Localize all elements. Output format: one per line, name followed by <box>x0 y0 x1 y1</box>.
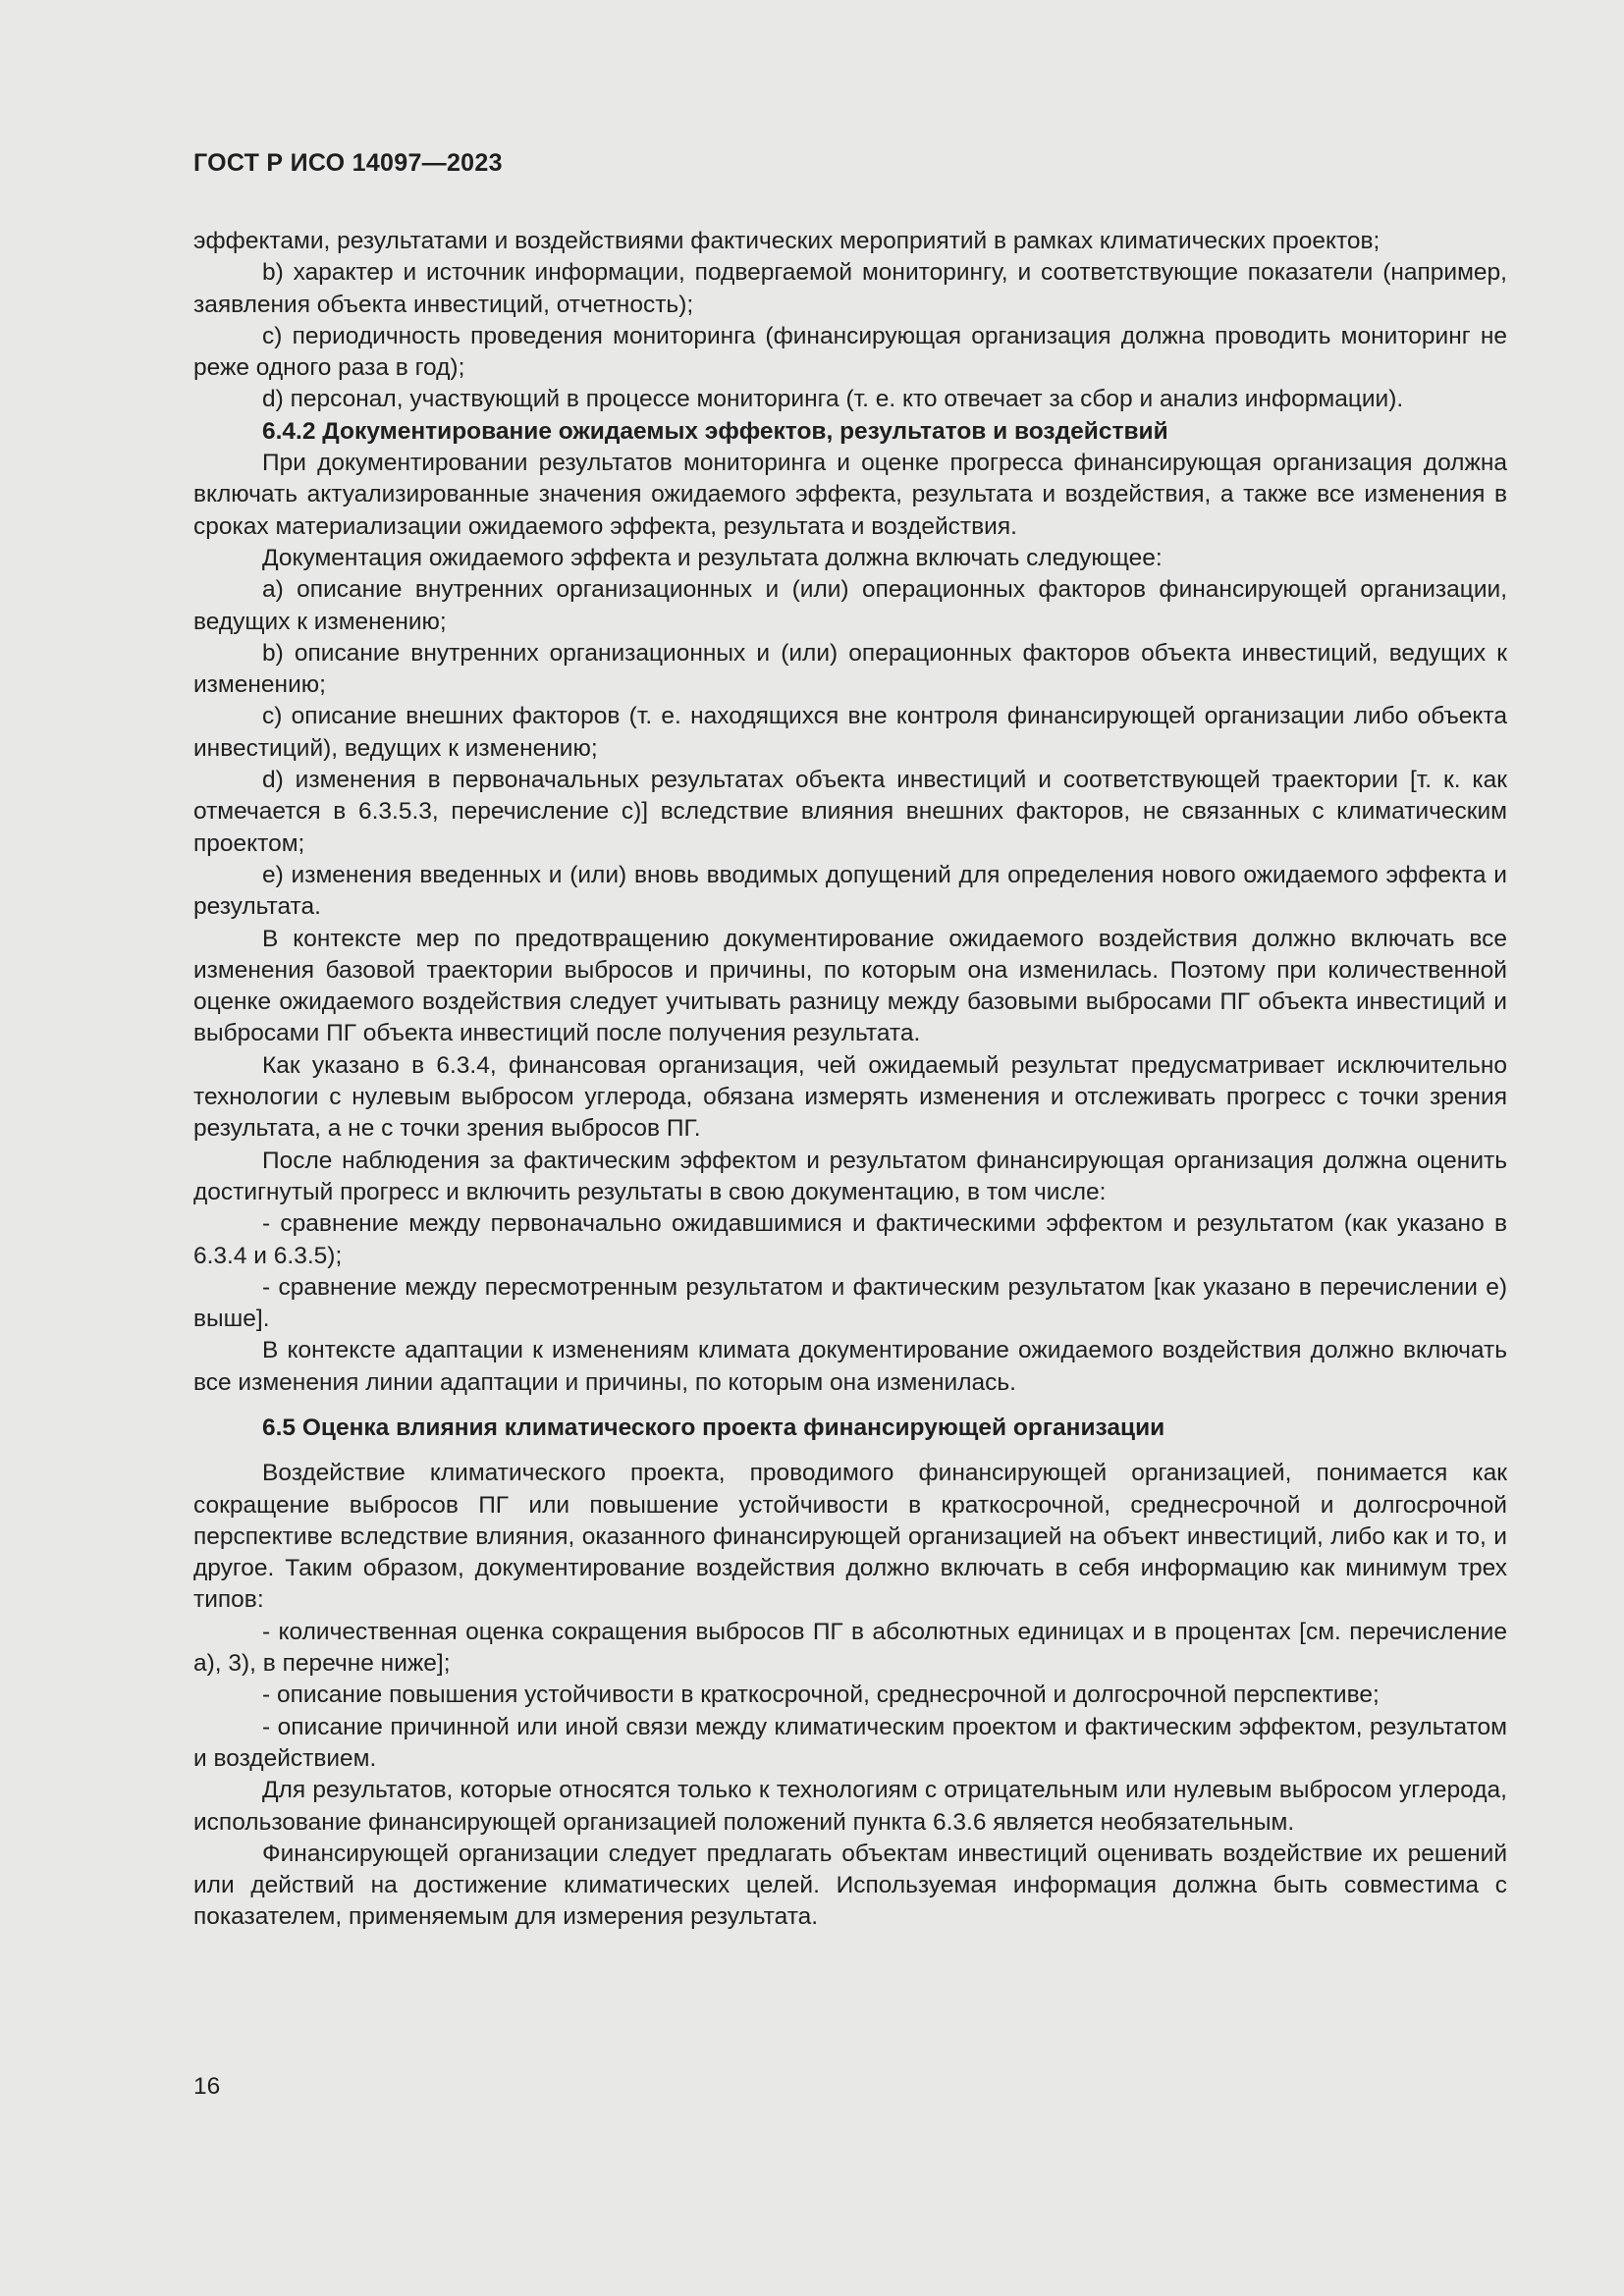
paragraph: В контексте адаптации к изменениям климата документирование ожидаемого воздействия должно включать все изменения линии адаптации и причины, по которым она изменилась. <box>193 1337 1507 1396</box>
subsection-heading-6-4-2: 6.4.2 Документирование ожидаемых эффектов, результатов и воздействий <box>262 417 1168 445</box>
document-body <box>193 226 1507 1934</box>
dash-item: - описание повышения устойчивости в краткосрочной, среднесрочной и долгосрочной перспективе; <box>262 1682 1380 1709</box>
paragraph: Финансирующей организации следует предлагать объектам инвестиций оценивать воздействие их решений или действий на достижение климатических целей. Используемая информация должна быть совместима с показателем, применяемым для измерения результата. <box>193 1840 1507 1931</box>
document-header-title: ГОСТ Р ИСО 14097—2023 <box>193 149 503 177</box>
paragraph: Как указано в 6.3.4, финансовая организация, чей ожидаемый результат предусматривает исключительно технологии с нулевым выбросом углерода, обязана измерять изменения и отслеживать прогресс с точки зрения результата, а не с точки зрения выбросов ПГ. <box>193 1051 1507 1143</box>
list-item-e: e) изменения введенных и (или) вновь вводимых допущений для определения нового ожидаемого эффекта и результата. <box>193 861 1507 921</box>
paragraph: При документировании результатов мониторинга и оценке прогресса финансирующая организация должна включать актуализированные значения ожидаемого эффекта, результата и воздействия, а также все изменения в сроках материализации ожидаемого эффекта, результата и воздействия. <box>193 450 1507 540</box>
paragraph: В контексте мер по предотвращению документирование ожидаемого воздействия должно включать все изменения базовой траектории выбросов и причины, по которым она изменилась. Поэтому при количественной оценке ожидаемого воздействия следует учитывать разницу между базовыми выбросами ПГ объекта инвестиций и выбросами ПГ объекта инвестиций после получения результата. <box>193 925 1507 1047</box>
section-heading-6-5: 6.5 Оценка влияния климатического проекта финансирующей организации <box>262 1414 1165 1441</box>
paragraph: После наблюдения за фактическим эффектом и результатом финансирующая организация должна оценить достигнутый прогресс и включить результаты в свою документацию, в том числе: <box>193 1147 1507 1205</box>
list-item-b: b) характер и источник информации, подвергаемой мониторингу, и соответствующие показатели (например, заявления объекта инвестиций, отчетность); <box>193 259 1507 318</box>
dash-item: - сравнение между пересмотренным результатом и фактическим результатом [как указано в перечислении е) выше]. <box>193 1273 1507 1333</box>
dash-item: - описание причинной или иной связи между климатическим проектом и фактическим эффектом, результатом и воздействием. <box>193 1713 1507 1772</box>
list-item-c: c) периодичность проведения мониторинга (финансирующая организация должна проводить мониторинг не реже одного раза в год); <box>193 322 1507 382</box>
list-item-d: d) изменения в первоначальных результатах объекта инвестиций и соответствующей траектории [т. к. как отмечается в 6.3.5.3, перечисление с)] вследствие влияния внешних факторов, не связанных с климатическим проектом; <box>193 767 1507 857</box>
paragraph-continuation: эффектами, результатами и воздействиями фактических мероприятий в рамках климатических проектов; <box>193 228 1380 254</box>
list-item-a: a) описание внутренних организационных и (или) операционных факторов финансирующей организации, ведущих к изменению; <box>193 576 1507 635</box>
dash-item: - количественная оценка сокращения выбросов ПГ в абсолютных единицах и в процентах [см. перечисление a), 3), в перечне ниже]; <box>193 1618 1507 1678</box>
list-item-b: b) описание внутренних организационных и (или) операционных факторов объекта инвестиций, ведущих к изменению; <box>193 639 1507 699</box>
paragraph: Документация ожидаемого эффекта и результата должна включать следующее: <box>262 544 1163 571</box>
list-item-c: c) описание внешних факторов (т. е. находящихся вне контроля финансирующей организации либо объекта инвестиций), ведущих к изменению; <box>193 703 1507 762</box>
list-item-d: d) персонал, участвующий в процессе мониторинга (т. е. кто отвечает за сбор и анализ информации). <box>262 386 1404 413</box>
paragraph: Для результатов, которые относятся только к технологиям с отрицательным или нулевым выбросом углерода, использование финансирующей организацией положений пункта 6.3.6 является необязательным. <box>193 1777 1507 1836</box>
dash-item: - сравнение между первоначально ожидавшимися и фактическими эффектом и результатом (как указано в 6.3.4 и 6.3.5); <box>193 1210 1507 1269</box>
paragraph: Воздействие климатического проекта, проводимого финансирующей организацией, понимается как сокращение выбросов ПГ или повышение устойчивости в краткосрочной, среднесрочной и долгосрочной перспективе вследствие влияния, оказанного финансирующей организацией на объект инвестиций, либо как и то, и другое. Таким образом, документирование воздействия должно включать в себя информацию как минимум трех типов: <box>193 1460 1507 1614</box>
page-number: 16 <box>193 2073 221 2100</box>
